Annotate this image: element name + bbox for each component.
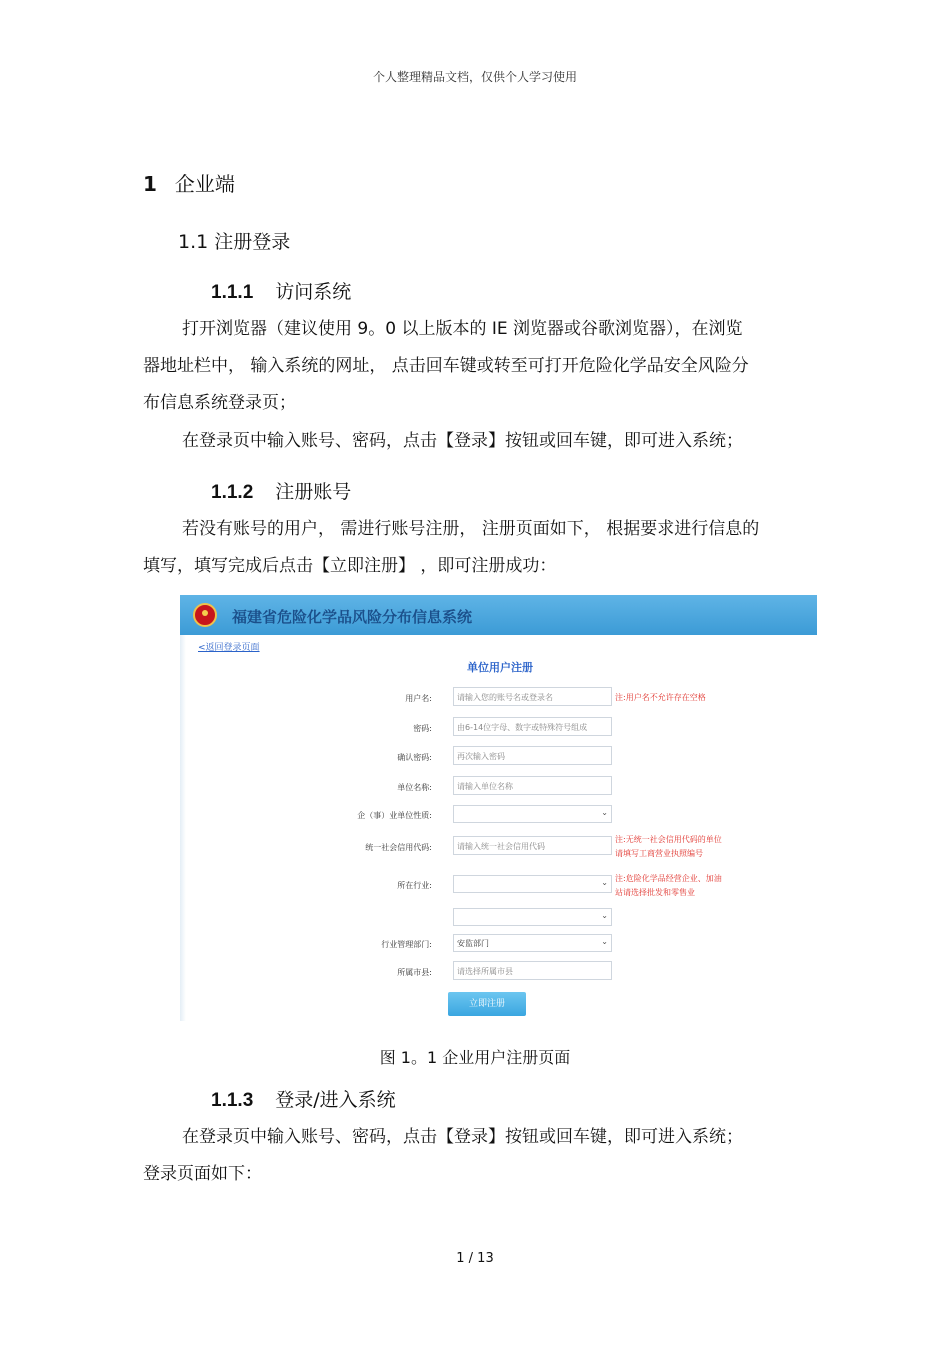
city-input[interactable]: 请选择所属市县 <box>453 961 612 980</box>
unit-nature-label: 企（事）业单位性质: <box>357 811 432 820</box>
credit-code-note <box>615 833 722 861</box>
paragraph: 登录页面如下： <box>143 1164 262 1184</box>
city-label: 所属市县: <box>397 968 432 977</box>
username-note: 注:用户名不允许存在空格 <box>615 693 706 702</box>
dept-label: 行业管理部门: <box>381 940 432 949</box>
section-1-1-heading: 1.1 注册登录 <box>178 231 291 253</box>
section-number: 1.1.2 <box>211 482 254 503</box>
back-to-login-link[interactable]: <返回登录页面 <box>198 643 260 653</box>
username-label: 用户名: <box>405 694 432 703</box>
emblem-icon <box>193 603 217 627</box>
unit-name-label: 单位名称: <box>397 783 432 792</box>
note-line: 请填写工商营业执照编号 <box>615 849 703 858</box>
form-title: 单位用户注册 <box>467 661 533 674</box>
figure-caption: 图 1。1 企业用户注册页面 <box>379 1048 571 1067</box>
system-title: 福建省危险化学品风险分布信息系统 <box>232 608 473 626</box>
section-title: 企业端 <box>174 172 235 196</box>
page-header-note: 个人整理精品文档，仅供个人学习使用 <box>372 70 577 84</box>
password-input[interactable]: 由6-14位字母、数字或特殊符号组成 <box>453 717 612 736</box>
industry-sub-select[interactable] <box>453 908 612 926</box>
chevron-down-icon: ⌄ <box>601 911 608 920</box>
confirm-password-input[interactable]: 再次输入密码 <box>453 746 612 765</box>
paragraph-line: 填写，填写完成后点击【立即注册】 ，即可注册成功： <box>143 556 557 576</box>
credit-code-input[interactable]: 请输入统一社会信用代码 <box>453 836 612 855</box>
credit-code-label: 统一社会信用代码: <box>365 843 432 852</box>
section-title: 注册账号 <box>275 481 352 503</box>
register-now-button[interactable]: 立即注册 <box>448 992 526 1016</box>
section-number: 1 <box>143 172 157 196</box>
section-number: 1.1.3 <box>211 1090 254 1111</box>
password-label: 密码: <box>413 724 432 733</box>
page-number: 1 / 13 <box>456 1251 494 1266</box>
section-1-1-2-heading <box>211 477 351 504</box>
industry-select[interactable] <box>453 875 612 893</box>
paragraph-line: 器地址栏中， 输入系统的网址， 点击回车键或转至可打开危险化学品安全风险分 <box>143 356 749 376</box>
username-input[interactable]: 请输入您的账号名或登录名 <box>453 687 612 706</box>
registration-screenshot <box>180 595 817 1021</box>
paragraph-line: 打开浏览器（建议使用 9。0 以上版本的 IE 浏览器或谷歌浏览器），在浏览 <box>182 319 743 339</box>
industry-label: 所在行业: <box>397 881 432 890</box>
section-title: 登录/进入系统 <box>275 1089 396 1111</box>
dept-select[interactable] <box>453 934 612 952</box>
select-value: 安监部门 <box>457 939 489 948</box>
paragraph-line: 布信息系统登录页； <box>143 393 296 413</box>
system-header-bar <box>180 595 817 635</box>
industry-note <box>615 872 722 900</box>
paragraph: 在登录页中输入账号、密码，点击【登录】按钮或回车键，即可进入系统； <box>182 1127 743 1147</box>
panel-edge <box>180 633 186 1021</box>
note-line: 注:危险化学品经营企业、加油 <box>615 874 722 883</box>
section-number: 1.1.1 <box>211 282 254 303</box>
chevron-down-icon: ⌄ <box>601 808 608 817</box>
section-1-1-3-heading <box>211 1085 396 1112</box>
unit-name-input[interactable]: 请输入单位名称 <box>453 776 612 795</box>
chevron-down-icon: ⌄ <box>601 878 608 887</box>
chevron-down-icon: ⌄ <box>601 937 608 946</box>
unit-nature-select[interactable] <box>453 805 612 823</box>
section-1-heading <box>143 168 235 197</box>
section-1-1-1-heading <box>211 277 351 304</box>
section-title: 访问系统 <box>275 281 352 303</box>
confirm-password-label: 确认密码: <box>397 753 432 762</box>
note-line: 注:无统一社会信用代码的单位 <box>615 835 722 844</box>
paragraph-line: 若没有账号的用户， 需进行账号注册， 注册页面如下， 根据要求进行信息的 <box>182 519 760 539</box>
note-line: 站请选择批发和零售业 <box>615 888 695 897</box>
paragraph: 在登录页中输入账号、密码，点击【登录】按钮或回车键，即可进入系统； <box>182 431 743 451</box>
